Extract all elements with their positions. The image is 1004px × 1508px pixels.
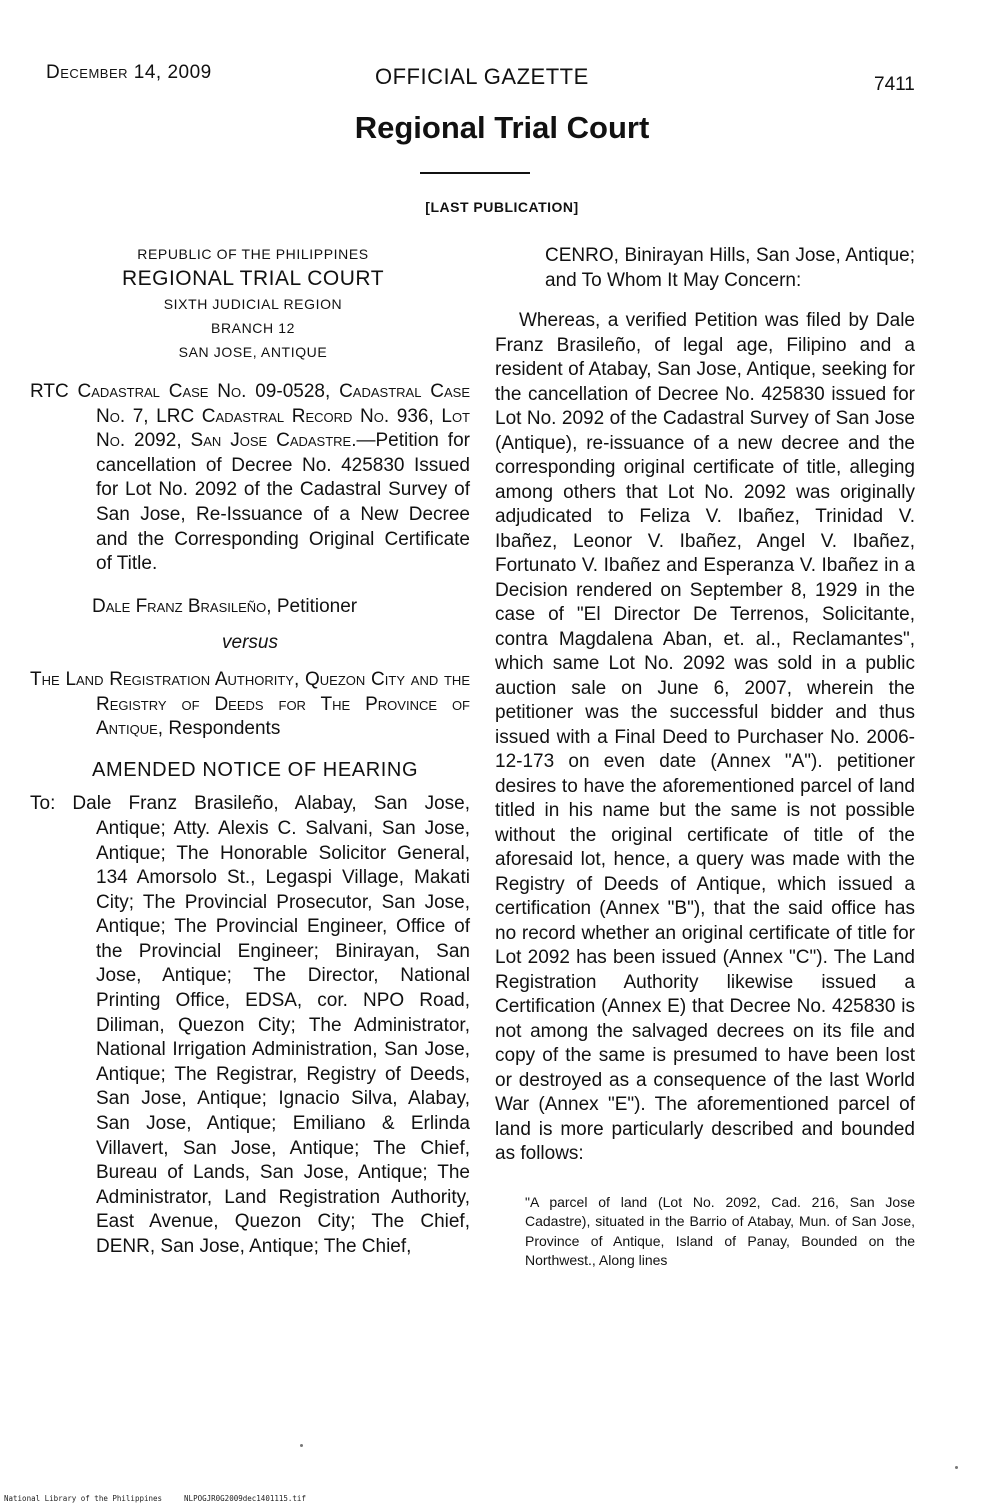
court-caption [108, 242, 398, 364]
case-title [30, 380, 470, 577]
petitioner-role: , Petitioner [266, 595, 358, 617]
land-description-quote: "A parcel of land (Lot No. 2092, Cad. 216, San Jose Cadastre), situated in the Barrio of Atabay, Mun. of San Jose, Province of Antique, Island of Panay, Bounded on the Northwest., Along lines [525, 1193, 915, 1268]
respondents-names: The Land Registration Authority, Quezon City and the Registry of Deeds for The Province of Antique, [30, 668, 470, 740]
publication-tag: [LAST PUBLICATION] [425, 199, 579, 215]
respondents-role: Respondents [168, 718, 281, 740]
scan-speck [955, 1466, 958, 1469]
petition-paragraph: Whereas, a verified Petition was filed by Dale Franz Brasileño, of legal age, Filipino and a resident of Atabay, San Jose, Antique, seeking for the cancellation of Decree No. 425830 issued for Lot No. 2092 of the Cadastral Survey of San Jose (Antique), re-issuance of a new decree and the corresponding original certificate of title, alleging among others that Lot No. 2092 was originally adjudicated to Feliza V. Ibañez, Trinidad V. Ibañez, Leonor V. Ibañez, Angel V. Ibañez, Fortunato V. Ibañez and Esperanza V. Ibañez in a Decision rendered on September 8, 1929 in the case of "El Director De Terrenos, Solicitante, contra Magdalena Aban, et. al., Reclamantes", which same Lot No. 2092 was sold in a public auction sale on June 6, 2007, wherein the petitioner was the successful bidder and thus issued with a Final Deed to Purchaser No. 2006-12-173 on even date (Annex "A"). petitioner desires to have the aforementioned parcel of land titled in his name but the same is not possible without the original certificate of title of the aforesaid lot, hence, a query was made with the Registry of Deeds of Antique, which issued a certification (Annex "B"), that the said office has no record whether an original certificate of title for Lot 2092 has been issued (Annex "C"). The Land Registration Authority likewise issued a Certification (Annex E) that Decree No. 425830 is not among the salvaged decrees on its file and copy of the same is presumed to have been lost or destroyed as a consequence of the last World War (Annex "E"). The aforementioned parcel of land is more particularly described and bounded as follows: [495, 310, 915, 1164]
addressees-list: Dale Franz Brasileño, Alabay, San Jose, Antique; Atty. Alexis C. Salvani, San Jose, Antique; The Honorable Solicitor General, 134 Amorsolo St., Legaspi Village, Makati City; The Provincial Prosecutor, San Jose, Antique; The Provincial Engineer, Office of the Provincial Engineer; Binirayan, San Jose, Antique; The Director, National Printing Office, EDSA, cor. NPO Road, Diliman, Quezon City; The Administrator, National Irrigation Administration, San Jose, Antique; The Registrar, Registry of Deeds, San Jose, Antique; Ignacio Silva, Alabay, San Jose, Antique; Emiliano & Erlinda Villavert, San Jose, Antique; The Chief, Bureau of Lands, San Jose, Antique; The Administrator, Land Registration Authority, East Avenue, Quezon City; The Chief, DENR, San Jose, Antique; The Chief, [72, 793, 470, 1257]
caption-region: SIXTH JUDICIAL REGION [163, 296, 343, 312]
versus-label: versus [222, 632, 278, 654]
caption-republic: REPUBLIC OF THE PHILIPPINES [137, 246, 369, 262]
caption-court: REGIONAL TRIAL COURT [121, 267, 385, 290]
page-title: Regional Trial Court [354, 110, 650, 145]
footer-file: NLPOGJR0G2009dec1401115.tif [184, 1494, 306, 1503]
caption-branch: BRANCH 12 [211, 320, 295, 336]
case-number: RTC Cadastral Case No. 09-0528, Cadastral Case No. 7, LRC Cadastral Record No. 936, Lot No. 2092, San Jose Cadastre. [30, 381, 470, 452]
petitioner [30, 595, 470, 620]
right-column [495, 244, 915, 1271]
publication-name: OFFICIAL GAZETTE [375, 64, 589, 89]
case-subject: —Petition for cancellation of Decree No. 425830 Issued for Lot No. 2092 of the Cadastral Survey of San Jose, Re-Issuance of a New Decree and the Corresponding Original Certificate of Title. [96, 430, 470, 575]
petitioner-name: Dale Franz Brasileño [92, 595, 267, 617]
left-column [30, 242, 470, 1260]
notice-title: AMENDED NOTICE OF HEARING [92, 758, 419, 781]
respondents [30, 668, 470, 742]
addressees-continued: CENRO, Binirayan Hills, San Jose, Antique; and To Whom It May Concern: [545, 245, 915, 291]
issue-date: December 14, 2009 [46, 62, 212, 83]
scan-speck [300, 1444, 303, 1447]
title-divider [420, 172, 530, 174]
addressees [30, 792, 470, 1259]
addressees-label: To: [30, 793, 56, 815]
caption-location: SAN JOSE, ANTIQUE [178, 344, 328, 360]
scan-footer [4, 1494, 306, 1503]
footer-library: National Library of the Philippines [4, 1494, 163, 1503]
page-number: 7411 [874, 74, 915, 95]
